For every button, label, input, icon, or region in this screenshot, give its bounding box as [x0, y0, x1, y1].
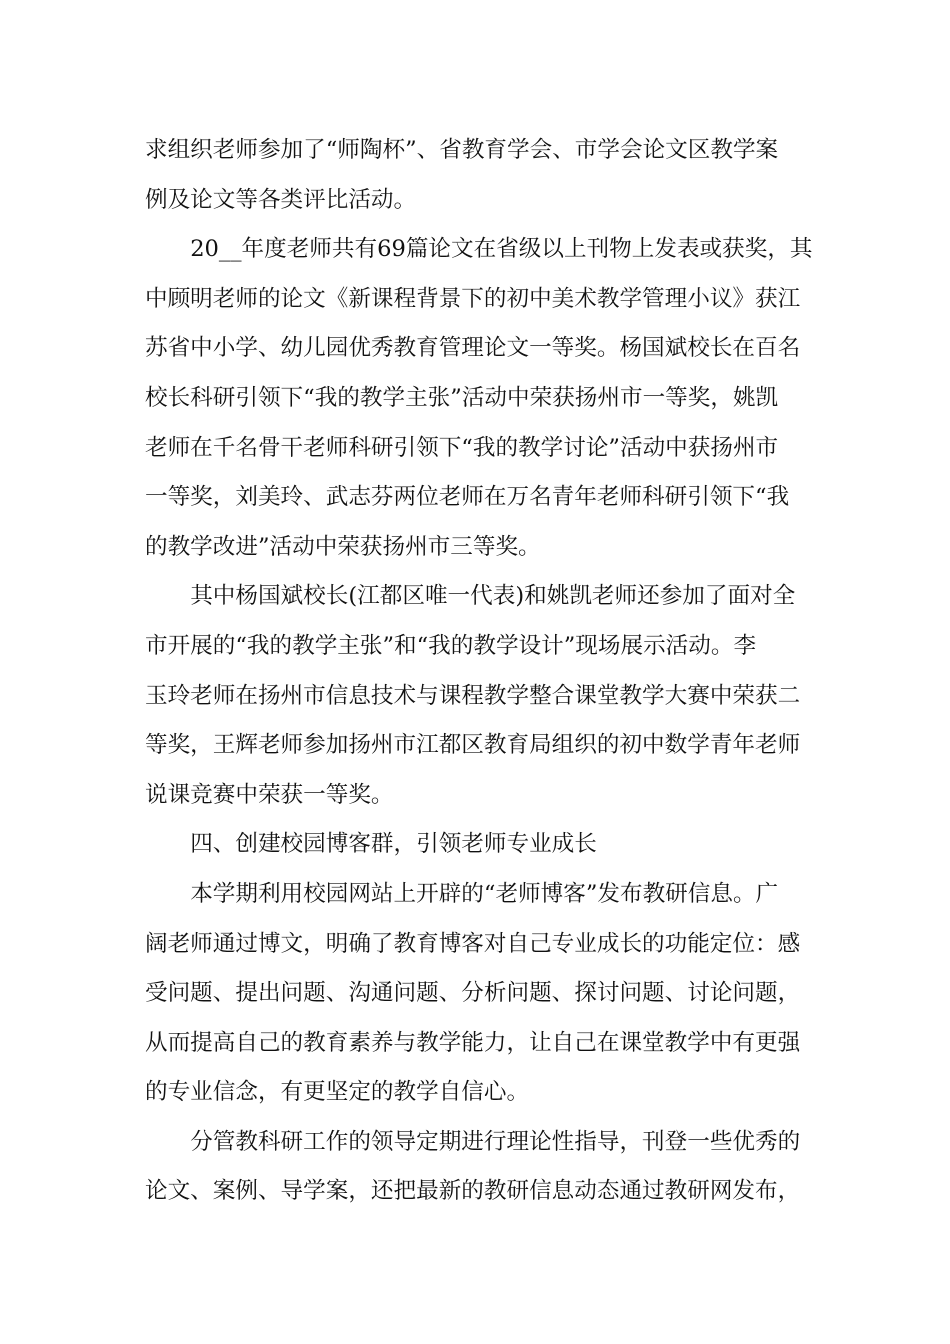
text-line: 的教学改进”活动中荣获扬州市三等奖。 — [145, 533, 541, 560]
text-line: 其中杨国斌校长(江都区唯一代表)和姚凯老师还参加了面对全 — [190, 583, 796, 610]
text-line: 求组织老师参加了“师陶杯”、省教育学会、市学会论文区教学案 — [145, 137, 779, 163]
text-line: 阔老师通过博文，明确了教育博客对自己专业成长的功能定位：感 — [145, 930, 801, 957]
text-line: 老师在千名骨干老师科研引领下“我的教学讨论”活动中获扬州市 — [145, 434, 779, 461]
paragraph-2 — [145, 225, 813, 572]
section-heading — [145, 820, 810, 870]
text-line: 20__年度老师共有69篇论文在省级以上刊物上发表或获奖，其 — [190, 236, 813, 263]
text-line: 本学期利用校园网站上开辟的“老师博客”发布教研信息。广 — [190, 880, 779, 907]
text-line: 例及论文等各类评比活动。 — [145, 186, 417, 213]
paragraph-1 — [145, 126, 810, 225]
paragraph-5 — [145, 870, 810, 1118]
text-line: 玉玲老师在扬州市信息技术与课程教学整合课堂教学大赛中荣获二 — [145, 682, 801, 709]
text-line: 等奖，王辉老师参加扬州市江都区教育局组织的初中数学青年老师 — [145, 732, 801, 759]
document-body — [145, 126, 813, 1217]
text-line: 校长科研引领下“我的教学主张”活动中荣获扬州市一等奖，姚凯 — [145, 384, 779, 411]
text-line: 说课竞赛中荣获一等奖。 — [145, 781, 394, 808]
text-line: 苏省中小学、幼儿园优秀教育管理论文一等奖。杨国斌校长在百名 — [145, 335, 801, 362]
heading-line: 四、创建校园博客群，引领老师专业成长 — [190, 831, 597, 858]
paragraph-6 — [145, 1118, 810, 1217]
text-line: 受问题、提出问题、沟通问题、分析问题、探讨问题、讨论问题， — [145, 980, 801, 1007]
text-line: 市开展的“我的教学主张”和“我的教学设计”现场展示活动。李 — [145, 632, 757, 659]
text-line: 的专业信念，有更坚定的教学自信心。 — [145, 1079, 530, 1106]
text-line: 从而提高自己的教育素养与教学能力，让自己在课堂教学中有更强 — [145, 1029, 801, 1056]
text-line: 论文、案例、导学案，还把最新的教研信息动态通过教研网发布， — [145, 1178, 801, 1205]
text-line: 一等奖，刘美玲、武志芬两位老师在万名青年老师科研引领下“我 — [145, 484, 790, 511]
text-line: 中顾明老师的论文《新课程背景下的初中美术教学管理小议》获江 — [145, 285, 801, 312]
paragraph-3 — [145, 572, 810, 820]
text-line: 分管教科研工作的领导定期进行理论性指导，刊登一些优秀的 — [190, 1128, 801, 1155]
